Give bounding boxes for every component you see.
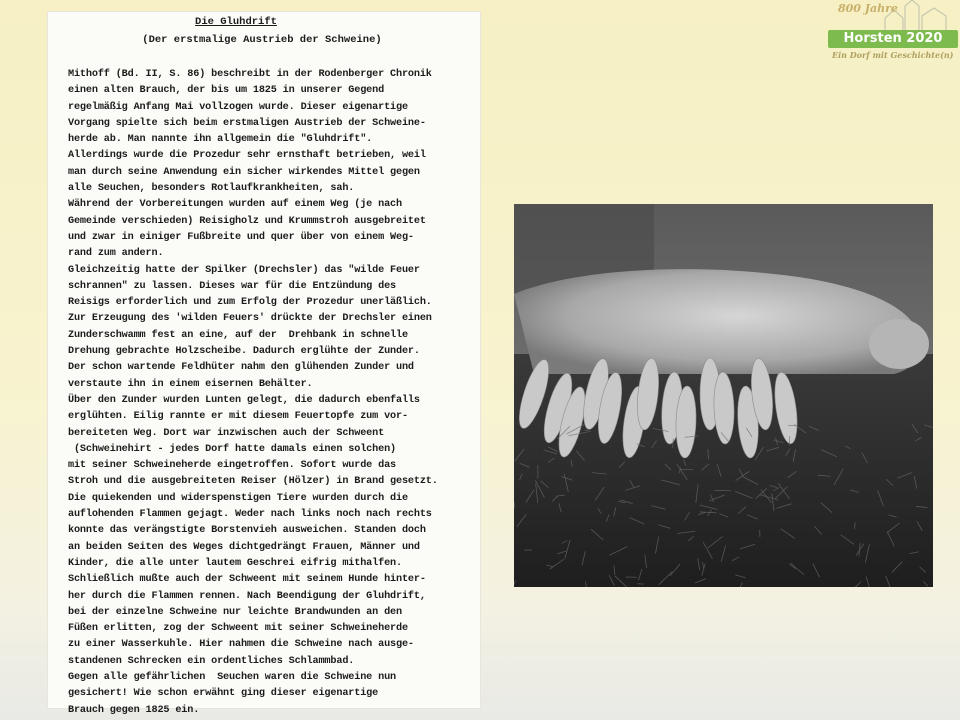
document-line: Kinder, die alle unter lautem Geschrei eifrig mithalfen. — [68, 557, 402, 569]
logo-tagline: Ein Dorf mit Geschichte(n) — [832, 50, 954, 60]
logo-year: 800 Jahre — [838, 2, 898, 15]
document-line: zu einer Wasserkuhle. Hier nahmen die Schweine nach ausge- — [68, 639, 414, 651]
document-line: her durch die Flammen rennen. Nach Beendigung der Gluhdrift, — [68, 590, 426, 602]
horsten-800-logo — [820, 0, 960, 70]
document-line: Gemeinde verschieden) Reisigholz und Krummstroh ausgebreitet — [68, 215, 426, 227]
document-line: Gegen alle gefährlichen Seuchen waren die Schweine nun — [68, 671, 396, 683]
document-line: Reisigs erforderlich und zum Erfolg der Prozedur unerläßlich. — [68, 297, 432, 309]
document-line: regelmäßig Anfang Mai vollzogen wurde. Dieser eigenartige — [68, 101, 408, 113]
document-line: Während der Vorbereitungen wurden auf einem Weg (je nach — [68, 199, 402, 211]
document-line: Füßen erlitten, zog der Schweent mit seiner Schweineherde — [68, 623, 408, 635]
document-line: Zunderschwamm fest an eine, auf der Drehbank in schnelle — [68, 329, 408, 341]
document-subtitle: (Der erstmalige Austrieb der Schweine) — [142, 34, 382, 46]
document-line: rand zum andern. — [68, 248, 164, 260]
document-line: Brauch gegen 1825 ein. — [68, 704, 200, 716]
document-line: Über den Zunder wurden Lunten gelegt, die dadurch ebenfalls — [68, 394, 420, 406]
document-line: verstaute ihn in einem eisernen Behälter. — [68, 378, 313, 390]
document-line: Vorgang spielte sich beim erstmaligen Austrieb der Schweine- — [68, 117, 426, 129]
document-line: erglühten. Eilig rannte er mit diesem Feuertopfe zum vor- — [68, 411, 408, 423]
sow-with-piglets-photo — [514, 204, 933, 587]
document-line: Allerdings wurde die Prozedur sehr ernsthaft betrieben, weil — [68, 150, 426, 162]
document-line: alle Seuchen, besonders Rotlaufkrankheiten, sah. — [68, 183, 355, 195]
document-page — [48, 12, 480, 716]
document-line: Der schon wartende Feldhüter nahm den glühenden Zunder und — [68, 362, 414, 374]
document-line: Stroh und die ausgebreiteten Reiser (Hölzer) in Brand gesetzt. — [68, 476, 438, 488]
logo-banner — [828, 30, 958, 48]
document-line: schrannen" zu lassen. Dieses war für die Entzündung des — [68, 280, 396, 292]
document-title: Die Gluhdrift — [195, 16, 277, 28]
document-line: gesichert! Wie schon erwähnt ging dieser eigenartige — [68, 688, 379, 700]
document-line: und zwar in einiger Fußbreite und quer über von einem Weg- — [68, 231, 414, 243]
document-line: bereiteten Weg. Dort war inzwischen auch der Schweent — [68, 427, 385, 439]
document-line: standenen Schrecken ein ordentliches Schlammbad. — [68, 655, 355, 667]
document-line: auflohenden Flammen gejagt. Weder nach links noch nach rechts — [68, 509, 432, 521]
document-line: Drehung gebrachte Holzscheibe. Dadurch erglühte der Zunder. — [68, 346, 420, 358]
document-line: Gleichzeitig hatte der Spilker (Drechsler) das "wilde Feuer — [68, 264, 420, 276]
document-line: Die quiekenden und widerspenstigen Tiere wurden durch die — [68, 492, 408, 504]
document-line: herde ab. Man nannte ihn allgemein die "Gluhdrift". — [68, 134, 373, 146]
document-body — [68, 67, 472, 719]
document-line: Zur Erzeugung des 'wilden Feuers' drückte der Drechsler einen — [68, 313, 432, 325]
logo-name: Horsten 2020 — [843, 31, 943, 46]
document-line: bei der einzelne Schweine nur leichte Brandwunden an den — [68, 606, 402, 618]
document-line: Mithoff (Bd. II, S. 86) beschreibt in der Rodenberger Chronik — [68, 69, 432, 80]
document-line: an beiden Seiten des Weges dichtgedrängt Frauen, Männer und — [68, 541, 420, 553]
document-line: man durch seine Anwendung ein sicher wirkendes Mittel gegen — [68, 166, 420, 178]
document-line: konnte das verängstigte Borstenvieh ausweichen. Standen doch — [68, 525, 426, 537]
straw-stroke — [708, 449, 709, 459]
document-line: mit seiner Schweineherde eingetroffen. Sofort wurde das — [68, 460, 396, 472]
document-line: einen alten Brauch, der bis um 1825 in unserer Gegend — [68, 85, 385, 97]
document-line: (Schweinehirt - jedes Dorf hatte damals einen solchen) — [68, 443, 396, 455]
document-line: Schließlich mußte auch der Schweent mit seinem Hunde hinter- — [68, 574, 426, 586]
